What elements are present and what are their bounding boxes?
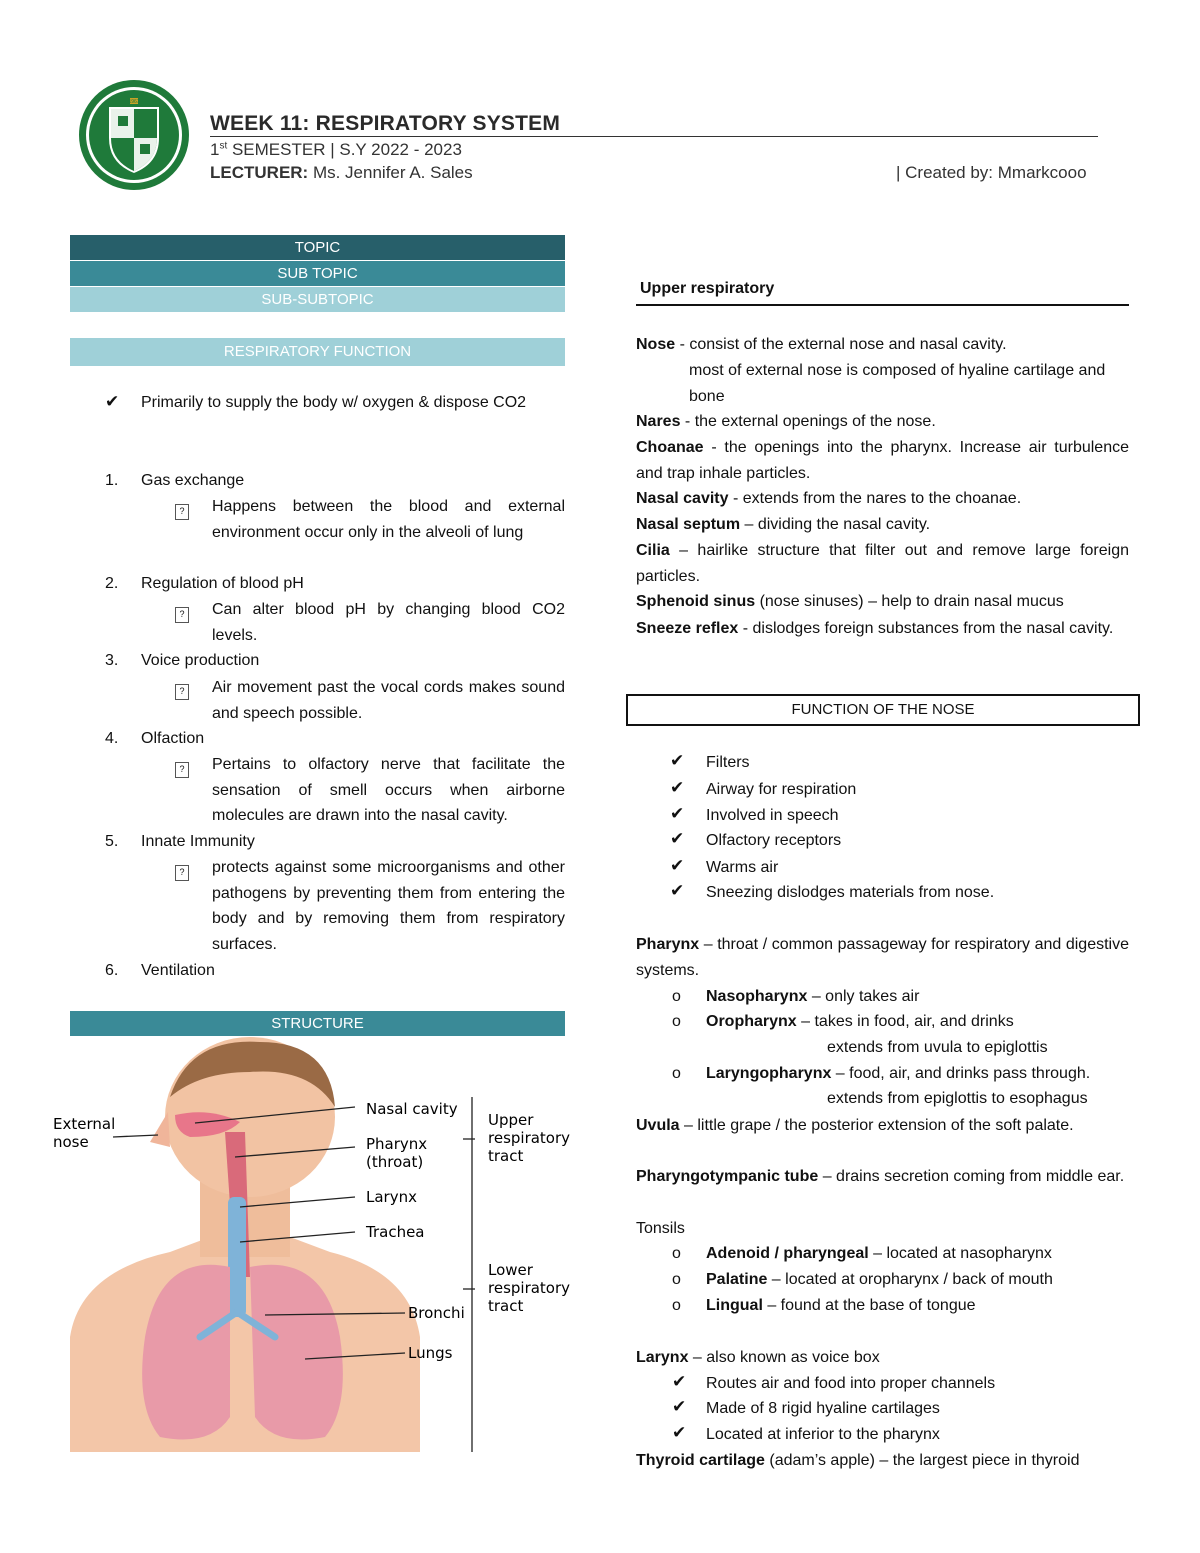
pharynx-part: Laryngopharynx – food, air, and drinks pass through. [706,1065,1091,1082]
check-icon: ✔ [670,856,685,875]
label-lower-tract: tract [488,1297,524,1315]
function-item-detail: protects against some microorganisms and other pathogens by preventing them from entering the body and by removing them from respiratory surfaces. [212,859,565,953]
term-sneeze-reflex: Sneeze reflex - dislodges foreign substances from the nasal cavity. [636,620,1114,637]
page-title: WEEK 11: RESPIRATORY SYSTEM [210,112,561,135]
nose-function-item: Airway for respiration [706,781,857,798]
lecturer-line: LECTURER: Ms. Jennifer A. Sales [210,163,473,182]
label-pharynx: (throat) [366,1153,424,1171]
function-item-num: 2. [105,575,119,592]
check-icon: ✔ [670,881,685,900]
check-icon: ✔ [672,1397,687,1416]
seal-year: 1967 [128,99,140,105]
function-item-label: Voice production [141,652,260,669]
function-item-label: Ventilation [141,962,215,979]
missing-glyph-icon: ? [175,604,189,623]
larynx-item: Located at inferior to the pharynx [706,1426,940,1443]
label-trachea: Trachea [366,1223,425,1241]
check-icon: ✔ [670,829,685,848]
label-upper-tract: tract [488,1147,524,1165]
check-icon: ✔ [670,751,685,770]
function-item-num: 1. [105,472,119,489]
check-icon: ✔ [670,804,685,823]
bullet-icon: o [672,1245,681,1262]
pharynx-part-extra: extends from uvula to epiglottis [827,1039,1048,1056]
label-bronchi: Bronchi [408,1304,465,1322]
nose-function-item: Involved in speech [706,807,839,824]
missing-glyph-icon: ? [175,501,189,520]
term-larynx: Larynx – also known as voice box [636,1349,880,1366]
check-icon: ✔ [105,392,120,411]
check-icon: ✔ [670,778,685,797]
respiratory-system-illustration [50,1037,590,1452]
structure-heading: STRUCTURE [70,1011,565,1036]
function-item-detail: Pertains to olfactory nerve that facilitate the sensation of smell occurs when airborne molecules are drawn into the nasal cavity. [212,756,565,825]
pharynx-part: Oropharynx – takes in food, air, and drinks [706,1013,1014,1030]
function-of-nose-heading: FUNCTION OF THE NOSE [626,694,1140,726]
term-nasal-septum: Nasal septum – dividing the nasal cavity. [636,516,931,533]
legend-subsubtopic-bar: SUB-SUBTOPIC [70,287,565,312]
check-icon: ✔ [672,1423,687,1442]
term-cilia: Cilia – hairlike structure that filter out and remove large foreign particles. [636,542,1129,585]
term-nares: Nares - the external openings of the nose. [636,413,936,430]
nose-function-item: Filters [706,754,750,771]
nose-function-item: Sneezing dislodges materials from nose. [706,884,995,901]
upper-respiratory-heading: Upper respiratory [640,280,775,297]
function-item-num: 4. [105,730,119,747]
label-upper-tract: Upper [488,1111,534,1129]
pharynx-part: Nasopharynx – only takes air [706,988,920,1005]
legend-topic-bar: TOPIC [70,235,565,260]
term-pharyngotympanic-tube: Pharyngotympanic tube – drains secretion coming from middle ear. [636,1168,1125,1185]
function-item-label: Gas exchange [141,472,245,489]
function-item-label: Regulation of blood pH [141,575,304,592]
larynx-item: Made of 8 rigid hyaline cartilages [706,1400,940,1417]
function-item-detail: Happens between the blood and external environment occur only in the alveoli of lung [212,498,565,541]
pharynx-part-extra: extends from epiglottis to esophagus [827,1090,1088,1107]
larynx-item: Routes air and food into proper channels [706,1375,996,1392]
missing-glyph-icon: ? [175,862,189,881]
label-nasal-cavity: Nasal cavity [366,1100,458,1118]
term-pharynx: Pharynx – throat / common passageway for respiratory and digestive systems. [636,936,1129,979]
label-external-nose: External [53,1115,116,1133]
function-item-detail: Air movement past the vocal cords makes sound and speech possible. [212,679,565,722]
term-sphenoid-sinus: Sphenoid sinus (nose sinuses) – help to drain nasal mucus [636,593,1064,610]
nose-function-item: Warms air [706,859,779,876]
function-intro: Primarily to supply the body w/ oxygen & dispose CO2 [141,394,527,411]
tonsil-item: Adenoid / pharyngeal – located at nasopharynx [706,1245,1052,1262]
nose-subnote: most of external nose is composed of hyaline cartilage and bone [689,362,1106,405]
label-lungs: Lungs [408,1344,453,1362]
term-choanae: Choanae - the openings into the pharynx. Increase air turbulence and trap inhale particles. [636,439,1129,482]
respiratory-function-heading: RESPIRATORY FUNCTION [70,338,565,366]
nose-function-item: Olfactory receptors [706,832,842,849]
function-item-label: Olfaction [141,730,205,747]
tonsils-label: Tonsils [636,1220,685,1237]
label-pharynx: Pharynx [366,1135,428,1153]
semester-line: 1st SEMESTER | S.Y 2022 - 2023 [210,140,462,159]
bullet-icon: o [672,1065,681,1082]
term-thyroid-cartilage: Thyroid cartilage (adam’s apple) – the largest piece in thyroid [636,1452,1080,1469]
bullet-icon: o [672,1271,681,1288]
heading-underline [636,304,1129,306]
title-divider [210,136,1098,137]
bullet-icon: o [672,1013,681,1030]
nose-definition: Nose - consist of the external nose and nasal cavity. [636,336,1007,353]
function-item-label: Innate Immunity [141,833,255,850]
function-item-num: 3. [105,652,119,669]
label-lower-tract: Lower [488,1261,533,1279]
created-by: | Created by: Mmarkcooo [896,163,1087,182]
tonsil-item: Palatine – located at oropharynx / back of mouth [706,1271,1053,1288]
term-uvula: Uvula – little grape / the posterior extension of the soft palate. [636,1117,1074,1134]
missing-glyph-icon: ? [175,681,189,700]
tonsil-item: Lingual – found at the base of tongue [706,1297,976,1314]
check-icon: ✔ [672,1372,687,1391]
term-nasal-cavity: Nasal cavity - extends from the nares to the choanae. [636,490,1022,507]
label-larynx: Larynx [366,1188,417,1206]
legend-subtopic-bar: SUB TOPIC [70,261,565,286]
bullet-icon: o [672,988,681,1005]
label-upper-tract: respiratory [488,1129,571,1147]
function-item-num: 5. [105,833,119,850]
bullet-icon: o [672,1297,681,1314]
function-item-num: 6. [105,962,119,979]
missing-glyph-icon: ? [175,759,189,778]
label-lower-tract: respiratory [488,1279,571,1297]
university-seal-logo [78,76,190,194]
function-item-detail: Can alter blood pH by changing blood CO2 levels. [212,601,565,644]
label-external-nose: nose [53,1133,89,1151]
